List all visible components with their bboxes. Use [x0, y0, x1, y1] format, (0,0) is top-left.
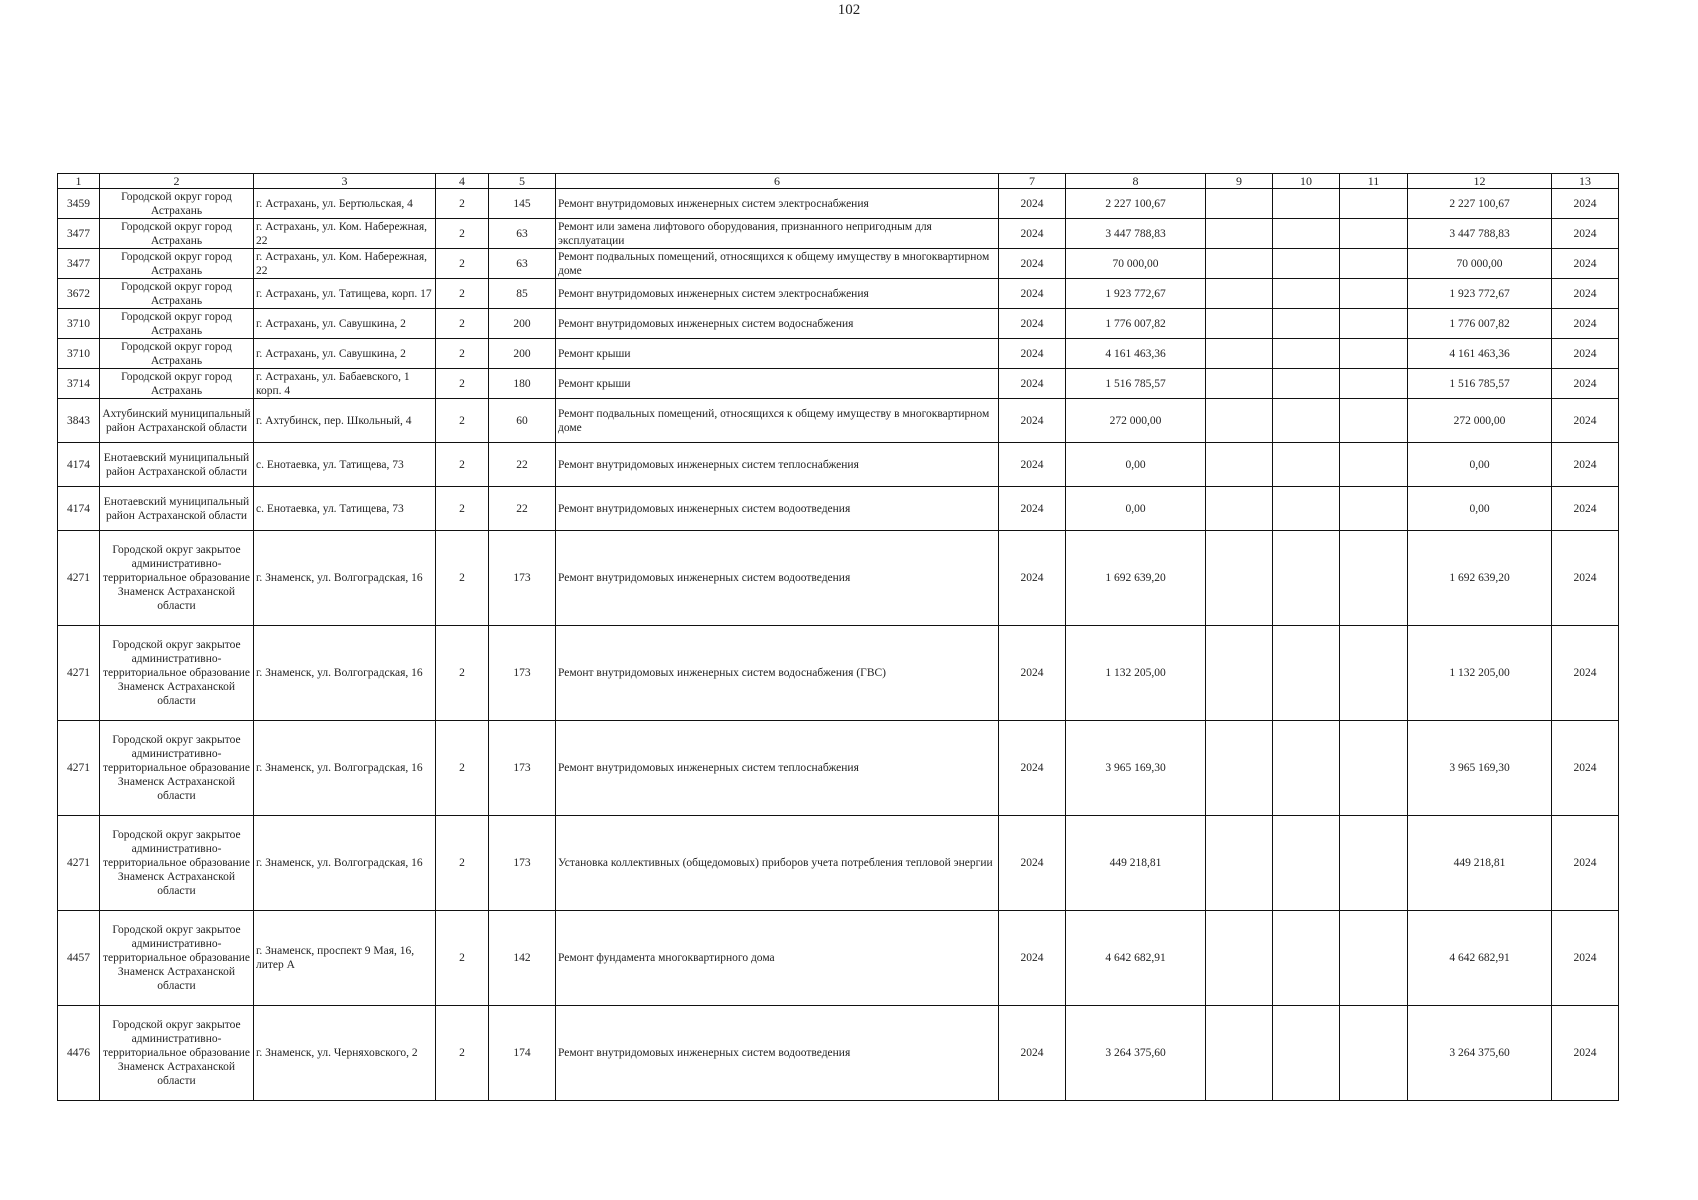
- table-cell-col-5: 173: [489, 816, 556, 911]
- table-cell-col-13: 2024: [1552, 443, 1619, 487]
- table-cell-col-13: 2024: [1552, 721, 1619, 816]
- table-cell-col-7: 2024: [999, 443, 1066, 487]
- table-cell-col-2: Ахтубинский муниципальный район Астраханской области: [100, 399, 254, 443]
- table-cell-col-6: Ремонт подвальных помещений, относящихся к общему имуществу в многоквартирном доме: [556, 399, 999, 443]
- table-cell-col-8: 1 516 785,57: [1066, 369, 1206, 399]
- table-cell-col-10: [1273, 219, 1340, 249]
- table-row: [58, 189, 1619, 219]
- table-cell-col-2: Енотаевский муниципальный район Астраханской области: [100, 443, 254, 487]
- table-cell-col-12: 1 132 205,00: [1408, 626, 1552, 721]
- table-cell-col-4: 2: [436, 487, 489, 531]
- table-cell-col-12: 3 447 788,83: [1408, 219, 1552, 249]
- table-cell-col-2: Городской округ город Астрахань: [100, 309, 254, 339]
- table-cell-col-5: 85: [489, 279, 556, 309]
- table-cell-col-3: г. Знаменск, ул. Волгоградская, 16: [254, 531, 436, 626]
- table-cell-col-3: г. Знаменск, ул. Волгоградская, 16: [254, 721, 436, 816]
- column-header: 6: [556, 174, 999, 189]
- table-cell-col-9: [1206, 369, 1273, 399]
- table-cell-col-11: [1340, 219, 1408, 249]
- table-cell-col-10: [1273, 369, 1340, 399]
- table-cell-col-2: Городской округ город Астрахань: [100, 219, 254, 249]
- table-cell-col-13: 2024: [1552, 911, 1619, 1006]
- table-cell-col-9: [1206, 399, 1273, 443]
- table-cell-col-2: Городской округ город Астрахань: [100, 339, 254, 369]
- table-cell-col-7: 2024: [999, 249, 1066, 279]
- table-cell-col-11: [1340, 721, 1408, 816]
- table-cell-col-1: 3710: [58, 309, 100, 339]
- table-cell-col-3: г. Астрахань, ул. Бертюльская, 4: [254, 189, 436, 219]
- table-row: [58, 219, 1619, 249]
- table-cell-col-8: 449 218,81: [1066, 816, 1206, 911]
- table-cell-col-11: [1340, 1006, 1408, 1101]
- table-cell-col-8: 1 923 772,67: [1066, 279, 1206, 309]
- table-cell-col-7: 2024: [999, 219, 1066, 249]
- table-cell-col-11: [1340, 369, 1408, 399]
- table-cell-col-12: 3 965 169,30: [1408, 721, 1552, 816]
- table-row: [58, 249, 1619, 279]
- table-cell-col-8: 0,00: [1066, 443, 1206, 487]
- page-number: 102: [837, 2, 861, 18]
- table-cell-col-8: 4 642 682,91: [1066, 911, 1206, 1006]
- table-cell-col-11: [1340, 249, 1408, 279]
- table-cell-col-11: [1340, 531, 1408, 626]
- table-cell-col-3: с. Енотаевка, ул. Татищева, 73: [254, 443, 436, 487]
- table-cell-col-3: г. Астрахань, ул. Савушкина, 2: [254, 309, 436, 339]
- table-cell-col-3: г. Знаменск, ул. Волгоградская, 16: [254, 816, 436, 911]
- table-cell-col-1: 3714: [58, 369, 100, 399]
- table-cell-col-2: Городской округ закрытое административно-территориальное образование Знаменск Астраханской области: [100, 531, 254, 626]
- table-cell-col-4: 2: [436, 399, 489, 443]
- table-cell-col-11: [1340, 399, 1408, 443]
- table-cell-col-9: [1206, 721, 1273, 816]
- table-cell-col-7: 2024: [999, 309, 1066, 339]
- table-cell-col-12: 4 642 682,91: [1408, 911, 1552, 1006]
- table-cell-col-1: 4457: [58, 911, 100, 1006]
- table-cell-col-5: 180: [489, 369, 556, 399]
- table-cell-col-10: [1273, 721, 1340, 816]
- table-row: [58, 626, 1619, 721]
- capital-repair-table: [57, 173, 1619, 1101]
- table-cell-col-6: Ремонт внутридомовых инженерных систем водоотведения: [556, 1006, 999, 1101]
- table-cell-col-12: 449 218,81: [1408, 816, 1552, 911]
- table-cell-col-9: [1206, 219, 1273, 249]
- table-cell-col-6: Ремонт или замена лифтового оборудования, признанного непригодным для эксплуатации: [556, 219, 999, 249]
- table-cell-col-11: [1340, 189, 1408, 219]
- table-cell-col-7: 2024: [999, 531, 1066, 626]
- table-cell-col-4: 2: [436, 721, 489, 816]
- table-row: [58, 816, 1619, 911]
- table-cell-col-7: 2024: [999, 626, 1066, 721]
- table-cell-col-1: 3477: [58, 249, 100, 279]
- table-row: [58, 531, 1619, 626]
- column-header: 1: [58, 174, 100, 189]
- table-cell-col-2: Енотаевский муниципальный район Астраханской области: [100, 487, 254, 531]
- table-cell-col-3: г. Ахтубинск, пер. Школьный, 4: [254, 399, 436, 443]
- table-cell-col-11: [1340, 443, 1408, 487]
- table-cell-col-13: 2024: [1552, 816, 1619, 911]
- table-cell-col-3: г. Астрахань, ул. Ком. Набережная, 22: [254, 219, 436, 249]
- table-cell-col-10: [1273, 443, 1340, 487]
- table-cell-col-9: [1206, 339, 1273, 369]
- table-cell-col-12: 1 516 785,57: [1408, 369, 1552, 399]
- table-cell-col-5: 22: [489, 443, 556, 487]
- table-cell-col-13: 2024: [1552, 487, 1619, 531]
- table-cell-col-8: 3 264 375,60: [1066, 1006, 1206, 1101]
- table-row: [58, 443, 1619, 487]
- table-cell-col-6: Ремонт внутридомовых инженерных систем теплоснабжения: [556, 443, 999, 487]
- table-cell-col-7: 2024: [999, 399, 1066, 443]
- table-cell-col-5: 145: [489, 189, 556, 219]
- table-cell-col-4: 2: [436, 531, 489, 626]
- table-cell-col-1: 3843: [58, 399, 100, 443]
- table-cell-col-6: Ремонт внутридомовых инженерных систем теплоснабжения: [556, 721, 999, 816]
- table-row: [58, 1006, 1619, 1101]
- table-cell-col-10: [1273, 189, 1340, 219]
- table-cell-col-13: 2024: [1552, 279, 1619, 309]
- table-cell-col-4: 2: [436, 443, 489, 487]
- table-cell-col-9: [1206, 279, 1273, 309]
- column-header: 4: [436, 174, 489, 189]
- column-header: 7: [999, 174, 1066, 189]
- table-cell-col-10: [1273, 911, 1340, 1006]
- table-cell-col-2: Городской округ закрытое административно-территориальное образование Знаменск Астраханской области: [100, 816, 254, 911]
- table-cell-col-1: 3459: [58, 189, 100, 219]
- table-cell-col-5: 173: [489, 531, 556, 626]
- table-cell-col-3: г. Астрахань, ул. Ком. Набережная, 22: [254, 249, 436, 279]
- table-cell-col-7: 2024: [999, 816, 1066, 911]
- table-cell-col-13: 2024: [1552, 339, 1619, 369]
- column-header: 10: [1273, 174, 1340, 189]
- table-cell-col-10: [1273, 487, 1340, 531]
- table-cell-col-5: 60: [489, 399, 556, 443]
- table-cell-col-8: 1 692 639,20: [1066, 531, 1206, 626]
- table-cell-col-4: 2: [436, 369, 489, 399]
- table-cell-col-4: 2: [436, 1006, 489, 1101]
- table-cell-col-8: 1 132 205,00: [1066, 626, 1206, 721]
- table-cell-col-7: 2024: [999, 1006, 1066, 1101]
- table-cell-col-2: Городской округ закрытое административно-территориальное образование Знаменск Астраханской области: [100, 721, 254, 816]
- table-cell-col-9: [1206, 531, 1273, 626]
- table-cell-col-5: 63: [489, 249, 556, 279]
- table-cell-col-11: [1340, 279, 1408, 309]
- table-cell-col-1: 3477: [58, 219, 100, 249]
- table-cell-col-3: г. Знаменск, ул. Черняховского, 2: [254, 1006, 436, 1101]
- table-cell-col-3: с. Енотаевка, ул. Татищева, 73: [254, 487, 436, 531]
- table-cell-col-9: [1206, 626, 1273, 721]
- table-cell-col-8: 2 227 100,67: [1066, 189, 1206, 219]
- column-header: 12: [1408, 174, 1552, 189]
- table-cell-col-8: 1 776 007,82: [1066, 309, 1206, 339]
- table-cell-col-7: 2024: [999, 339, 1066, 369]
- table-cell-col-13: 2024: [1552, 219, 1619, 249]
- table-cell-col-2: Городской округ город Астрахань: [100, 279, 254, 309]
- table-cell-col-13: 2024: [1552, 309, 1619, 339]
- table-cell-col-9: [1206, 487, 1273, 531]
- table-cell-col-10: [1273, 626, 1340, 721]
- table-cell-col-6: Ремонт внутридомовых инженерных систем водоотведения: [556, 531, 999, 626]
- table-cell-col-5: 200: [489, 339, 556, 369]
- table-cell-col-8: 4 161 463,36: [1066, 339, 1206, 369]
- table-cell-col-11: [1340, 816, 1408, 911]
- table-cell-col-9: [1206, 443, 1273, 487]
- table-row: [58, 309, 1619, 339]
- table-cell-col-6: Ремонт внутридомовых инженерных систем электроснабжения: [556, 279, 999, 309]
- table-cell-col-8: 0,00: [1066, 487, 1206, 531]
- table-cell-col-6: Ремонт крыши: [556, 339, 999, 369]
- table-cell-col-4: 2: [436, 219, 489, 249]
- table-row: [58, 399, 1619, 443]
- table-cell-col-13: 2024: [1552, 626, 1619, 721]
- table-row: [58, 279, 1619, 309]
- table-cell-col-2: Городской округ город Астрахань: [100, 369, 254, 399]
- table-cell-col-12: 0,00: [1408, 443, 1552, 487]
- table-cell-col-5: 22: [489, 487, 556, 531]
- table-cell-col-1: 4174: [58, 443, 100, 487]
- table-cell-col-12: 70 000,00: [1408, 249, 1552, 279]
- table-cell-col-5: 173: [489, 721, 556, 816]
- table-cell-col-6: Ремонт фундамента многоквартирного дома: [556, 911, 999, 1006]
- table-cell-col-11: [1340, 487, 1408, 531]
- table-cell-col-3: г. Астрахань, ул. Татищева, корп. 17: [254, 279, 436, 309]
- table-cell-col-13: 2024: [1552, 369, 1619, 399]
- table-cell-col-5: 173: [489, 626, 556, 721]
- table-cell-col-6: Ремонт крыши: [556, 369, 999, 399]
- table-cell-col-4: 2: [436, 626, 489, 721]
- table-cell-col-12: 4 161 463,36: [1408, 339, 1552, 369]
- table-cell-col-11: [1340, 309, 1408, 339]
- column-header: 9: [1206, 174, 1273, 189]
- table-cell-col-11: [1340, 626, 1408, 721]
- table-cell-col-7: 2024: [999, 911, 1066, 1006]
- table-cell-col-1: 4271: [58, 721, 100, 816]
- table-cell-col-3: г. Знаменск, проспект 9 Мая, 16, литер А: [254, 911, 436, 1006]
- table-body: [58, 189, 1619, 1101]
- table-cell-col-13: 2024: [1552, 531, 1619, 626]
- table-cell-col-5: 174: [489, 1006, 556, 1101]
- table-cell-col-4: 2: [436, 189, 489, 219]
- table-cell-col-8: 70 000,00: [1066, 249, 1206, 279]
- table-row: [58, 487, 1619, 531]
- table-cell-col-4: 2: [436, 816, 489, 911]
- table-row: [58, 339, 1619, 369]
- table-cell-col-10: [1273, 309, 1340, 339]
- table-cell-col-6: Ремонт внутридомовых инженерных систем электроснабжения: [556, 189, 999, 219]
- table-cell-col-12: 3 264 375,60: [1408, 1006, 1552, 1101]
- table-cell-col-10: [1273, 279, 1340, 309]
- table-cell-col-10: [1273, 339, 1340, 369]
- table-cell-col-6: Установка коллективных (общедомовых) приборов учета потребления тепловой энергии: [556, 816, 999, 911]
- table-cell-col-11: [1340, 339, 1408, 369]
- table-cell-col-4: 2: [436, 339, 489, 369]
- table-cell-col-2: Городской округ закрытое административно-территориальное образование Знаменск Астраханской области: [100, 626, 254, 721]
- table-cell-col-1: 4271: [58, 531, 100, 626]
- table-cell-col-13: 2024: [1552, 1006, 1619, 1101]
- table-row: [58, 721, 1619, 816]
- table-cell-col-9: [1206, 189, 1273, 219]
- table-cell-col-6: Ремонт внутридомовых инженерных систем водоснабжения (ГВС): [556, 626, 999, 721]
- table-cell-col-7: 2024: [999, 279, 1066, 309]
- table-cell-col-6: Ремонт внутридомовых инженерных систем водоснабжения: [556, 309, 999, 339]
- column-header: 2: [100, 174, 254, 189]
- table-cell-col-13: 2024: [1552, 399, 1619, 443]
- column-header: 8: [1066, 174, 1206, 189]
- table-cell-col-12: 1 776 007,82: [1408, 309, 1552, 339]
- table-cell-col-5: 200: [489, 309, 556, 339]
- table-cell-col-7: 2024: [999, 487, 1066, 531]
- table-cell-col-4: 2: [436, 279, 489, 309]
- table-cell-col-12: 0,00: [1408, 487, 1552, 531]
- table-cell-col-10: [1273, 249, 1340, 279]
- table-cell-col-10: [1273, 531, 1340, 626]
- table-cell-col-2: Городской округ город Астрахань: [100, 249, 254, 279]
- table-cell-col-3: г. Знаменск, ул. Волгоградская, 16: [254, 626, 436, 721]
- table-cell-col-12: 272 000,00: [1408, 399, 1552, 443]
- table-cell-col-9: [1206, 1006, 1273, 1101]
- table-cell-col-4: 2: [436, 911, 489, 1006]
- table-cell-col-12: 1 923 772,67: [1408, 279, 1552, 309]
- table-cell-col-1: 3672: [58, 279, 100, 309]
- table-cell-col-13: 2024: [1552, 249, 1619, 279]
- table-cell-col-12: 2 227 100,67: [1408, 189, 1552, 219]
- table-cell-col-9: [1206, 816, 1273, 911]
- column-header: 13: [1552, 174, 1619, 189]
- table-cell-col-1: 4174: [58, 487, 100, 531]
- table-cell-col-13: 2024: [1552, 189, 1619, 219]
- table-cell-col-9: [1206, 249, 1273, 279]
- table-row: [58, 911, 1619, 1006]
- table-cell-col-1: 3710: [58, 339, 100, 369]
- table-cell-col-5: 63: [489, 219, 556, 249]
- column-header: 3: [254, 174, 436, 189]
- table-cell-col-2: Городской округ город Астрахань: [100, 189, 254, 219]
- table-cell-col-2: Городской округ закрытое административно-территориальное образование Знаменск Астраханской области: [100, 1006, 254, 1101]
- table-cell-col-4: 2: [436, 309, 489, 339]
- table-cell-col-8: 3 447 788,83: [1066, 219, 1206, 249]
- table-row: [58, 369, 1619, 399]
- table-cell-col-1: 4271: [58, 816, 100, 911]
- table-cell-col-1: 4476: [58, 1006, 100, 1101]
- table-cell-col-12: 1 692 639,20: [1408, 531, 1552, 626]
- column-number-header-row: [58, 174, 1619, 189]
- table-cell-col-10: [1273, 816, 1340, 911]
- table-cell-col-9: [1206, 911, 1273, 1006]
- table-cell-col-7: 2024: [999, 189, 1066, 219]
- table-cell-col-3: г. Астрахань, ул. Бабаевского, 1 корп. 4: [254, 369, 436, 399]
- table-cell-col-6: Ремонт внутридомовых инженерных систем водоотведения: [556, 487, 999, 531]
- table-cell-col-1: 4271: [58, 626, 100, 721]
- table-cell-col-8: 272 000,00: [1066, 399, 1206, 443]
- table-cell-col-5: 142: [489, 911, 556, 1006]
- table-cell-col-2: Городской округ закрытое административно-территориальное образование Знаменск Астраханской области: [100, 911, 254, 1006]
- column-header: 5: [489, 174, 556, 189]
- table-cell-col-7: 2024: [999, 721, 1066, 816]
- table-cell-col-11: [1340, 911, 1408, 1006]
- table-cell-col-9: [1206, 309, 1273, 339]
- table-cell-col-10: [1273, 1006, 1340, 1101]
- column-header: 11: [1340, 174, 1408, 189]
- table-cell-col-3: г. Астрахань, ул. Савушкина, 2: [254, 339, 436, 369]
- table-cell-col-6: Ремонт подвальных помещений, относящихся к общему имуществу в многоквартирном доме: [556, 249, 999, 279]
- table-cell-col-8: 3 965 169,30: [1066, 721, 1206, 816]
- table-cell-col-7: 2024: [999, 369, 1066, 399]
- table-cell-col-10: [1273, 399, 1340, 443]
- table-cell-col-4: 2: [436, 249, 489, 279]
